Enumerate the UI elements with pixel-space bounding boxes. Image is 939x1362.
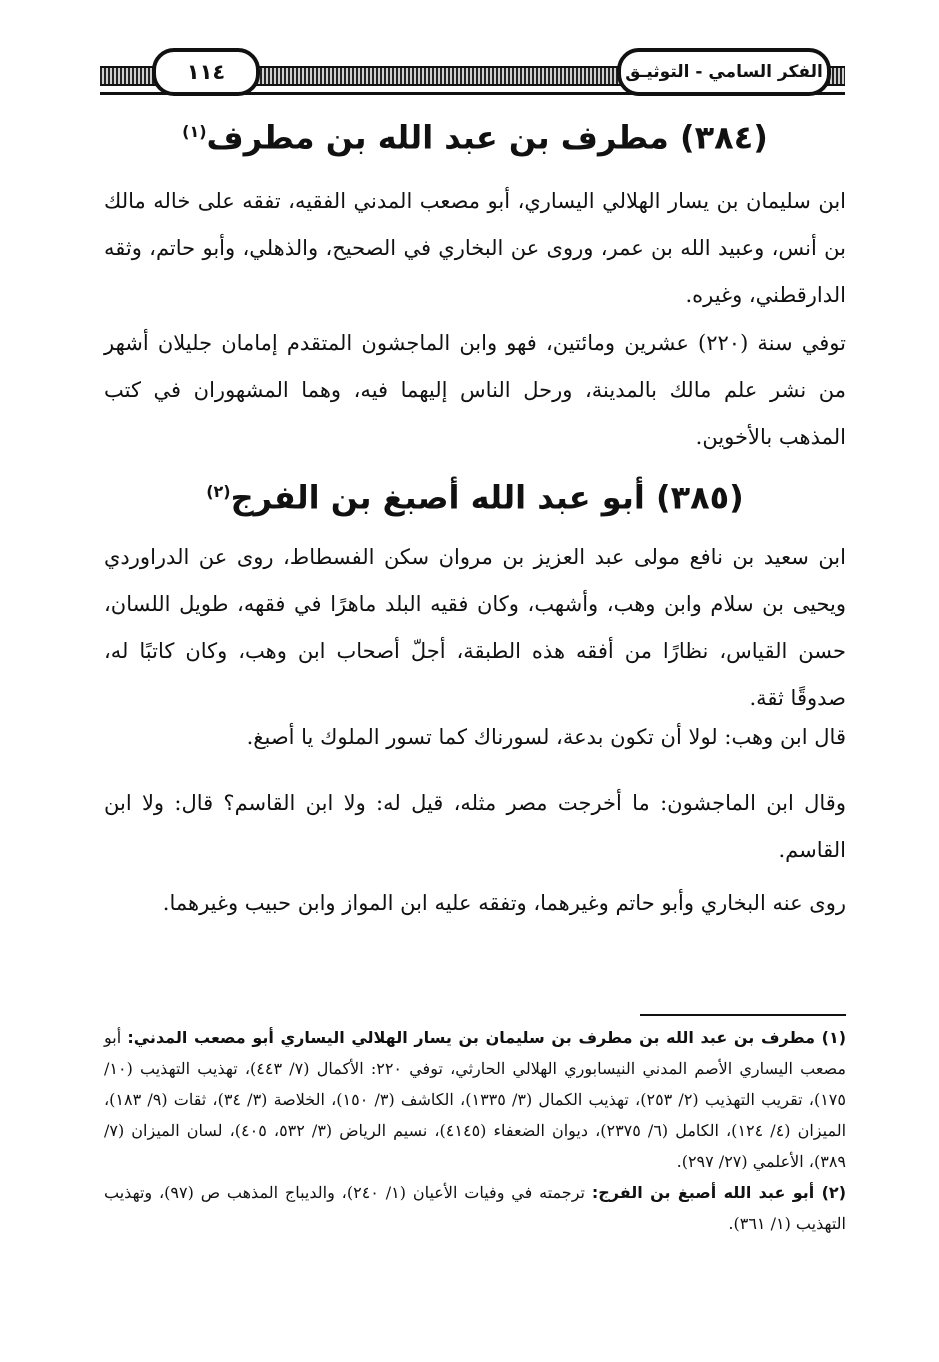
quote-ibn-majishun xyxy=(104,780,846,874)
section-heading-384 xyxy=(104,110,846,160)
page-header xyxy=(100,44,845,96)
paragraph: ابن سعيد بن نافع مولى عبد العزيز بن مروان سكن الفسطاط، روى عن الدراوردي ويحيى بن سلام وابن وهب، وأشهب، وكان فقيه البلد ماهرًا في فقهه، طويل اللسان، حسن القياس، نظارًا من أفقه هذه الطبقة، أجلّ أصحاب ابن وهب، وكان كاتبًا له، صدوقًا ثقة. xyxy=(104,545,846,710)
quote-ibn-wahb xyxy=(104,714,846,761)
footnote-mark: (١) xyxy=(182,122,207,141)
footnote-mark: (٢) xyxy=(206,482,231,501)
section-body-385 xyxy=(104,534,846,722)
heading-text: (٣٨٥) أبو عبد الله أصبغ بن الفرج xyxy=(230,478,744,517)
paragraph: وقال ابن الماجشون: ما أخرجت مصر مثله، قيل له: ولا ابن القاسم؟ قال: ولا ابن القاسم. xyxy=(104,791,846,862)
page-number: ١١٤ xyxy=(152,48,260,96)
paragraph: روى عنه البخاري وأبو حاتم وغيرهما، وتفقه عليه ابن المواز وابن حبيب وغيرهما. xyxy=(162,891,846,915)
paragraph: قال ابن وهب: لولا أن تكون بدعة، لسورناك كما تسور الملوك يا أصبغ. xyxy=(246,725,846,749)
section-heading-385 xyxy=(104,470,846,520)
footnote-1 xyxy=(104,1022,846,1177)
footnote-lead: (٢) أبو عبد الله أصبغ بن الفرج: xyxy=(591,1183,846,1202)
footnote-separator xyxy=(640,1014,846,1016)
footnote-text: ترجمته في وفيات الأعيان (١/ ٢٤٠)، والديباج المذهب ص (٩٧)، وتهذيب التهذيب (١/ ٣٦١). xyxy=(104,1183,846,1233)
paragraph: توفي سنة (٢٢٠) عشرين ومائتين، فهو وابن الماجشون المتقدم إمامان جليلان أشهر من نشر علم مالك بالمدينة، ورحل الناس إليهما فيه، وهما المشهوران في كتب المذهب بالأخوين. xyxy=(104,331,846,449)
footnotes xyxy=(104,1022,846,1239)
footnote-lead: (١) مطرف بن عبد الله بن مطرف بن سليمان بن يسار الهلالي اليساري أبو مصعب المدني: xyxy=(127,1028,847,1047)
section-body-384 xyxy=(104,178,846,319)
footnote-text: أبو مصعب اليساري الأصم المدني النيسابوري الهلالي الحارثي، توفي ٢٢٠: الأكمال (٧/ ٤٤٣)، تهذيب التهذيب (١٠/ ١٧٥)، تقريب التهذيب (٢/ ٢٥٣)، تهذيب الكمال (٣/ ١٣٣٥)، الكاشف (٣/ ١٥٠)، الخلاصة (٣/ ٣٤)، ثقات (٩/ ١٨٣)، الميزان (٤/ ١٢٤)، الكامل (٦/ ٢٣٧٥)، ديوان الضعفاء (٤١٤٥)، نسيم الرياض (٣/ ٥٣٢، ٤٠٥)، لسان الميزان (٧/ ٣٨٩)، الأعلمي (٢٧/ ٢٩٧). xyxy=(104,1028,847,1171)
students-paragraph xyxy=(104,880,846,927)
footnote-2 xyxy=(104,1177,846,1239)
heading-text: (٣٨٤) مطرف بن عبد الله بن مطرف xyxy=(206,118,768,157)
section-body-384-death xyxy=(104,320,846,461)
running-title: الفكر السامي - التوثيـق xyxy=(617,48,831,96)
paragraph: ابن سليمان بن يسار الهلالي اليساري، أبو مصعب المدني الفقيه، تفقه على خاله مالك بن أنس، وعبيد الله بن عمر، وروى عن البخاري في الصحيح، والذهلي، وأبو حاتم، وثقه الدارقطني، وغيره. xyxy=(104,189,846,307)
